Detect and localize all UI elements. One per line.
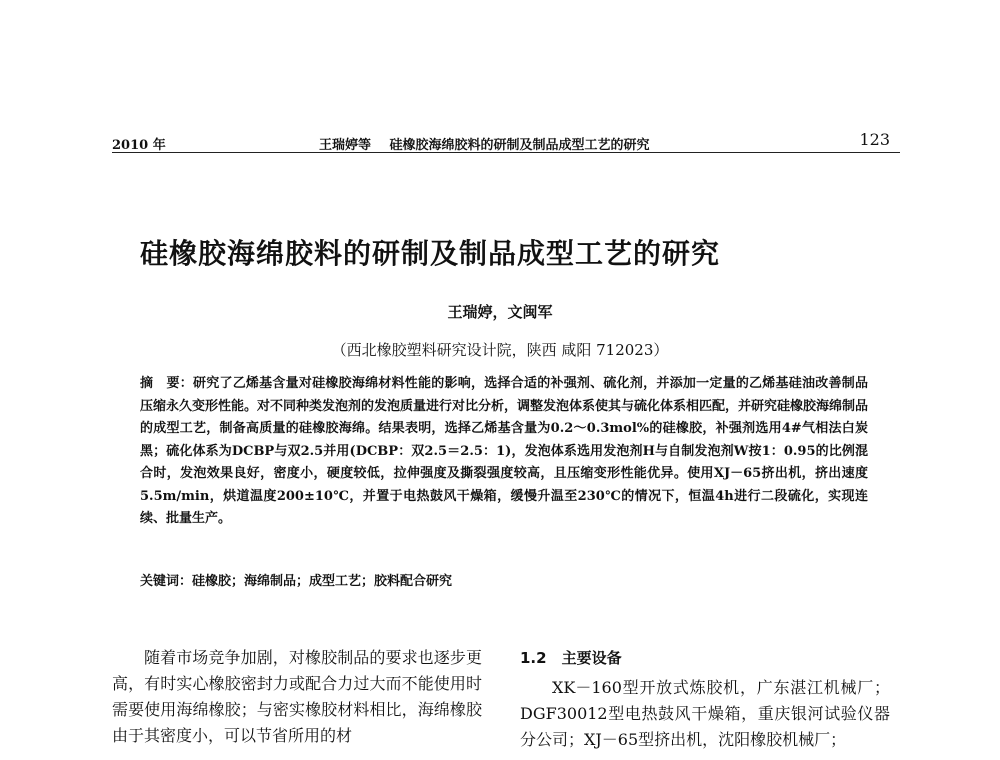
header-authors: 王瑞婷等 (319, 138, 372, 153)
abstract-label: 摘 要： (140, 376, 193, 391)
body-left-column: 随着市场竞争加剧，对橡胶制品的要求也逐步更高，有时实心橡胶密封力或配合力过大而不能使用时需要使用海绵橡胶；与密实橡胶材料相比，海绵橡胶由于其密度小，可以节省所用的材 (112, 648, 482, 745)
abstract-text: 研究了乙烯基含量对硅橡胶海绵材料性能的影响，选择合适的补强剂、硫化剂，并添加一定量的乙烯基硅油改善制品压缩永久变形性能。对不同种类发泡剂的发泡质量进行对比分析，调整发泡体系使其与硫化体系相匹配，并研究硅橡胶海绵制品的成型工艺，制备高质量的硅橡胶海绵。结果表明，选择乙烯基含量为0.2～0.3mol%的硅橡胶，补强剂选用4#气相法白炭黑；硫化体系为DCBP与双2.5并用(DCBP：双2.5＝2.5：1)，发泡体系选用发泡剂H与自制发泡剂W按1：0.95的比例混合时，发泡效果良好，密度小，硬度较低，拉伸强度及撕裂强度较高，且压缩变形性能优异。使用XJ－65挤出机，挤出速度5.5m/min，烘道温度200±10℃，并置于电热鼓风干燥箱，缓慢升温至230℃的情况下，恒温4h进行二段硫化，实现连续、批量生产。 (140, 376, 869, 526)
paper-title: 硅橡胶海绵胶料的研制及制品成型工艺的研究 (140, 237, 721, 270)
paper-affiliation: （西北橡胶塑料研究设计院，陕西 咸阳 712023） (331, 341, 669, 359)
abstract (140, 373, 868, 531)
keywords-text: 硅橡胶；海绵制品；成型工艺；胶料配合研究 (192, 574, 453, 589)
header-running-title (319, 134, 650, 153)
section-text: XK－160型开放式炼胶机，广东湛江机械厂；DGF30012型电热鼓风干燥箱，重庆银河试验仪器分公司；XJ－65型挤出机，沈阳橡胶机械厂； (520, 678, 890, 749)
header-year: 2010 年 (112, 138, 166, 153)
header-title: 硅橡胶海绵胶料的研制及制品成型工艺的研究 (389, 138, 650, 153)
keywords (140, 570, 868, 589)
running-header (112, 128, 900, 153)
keywords-label: 关键词： (140, 574, 193, 589)
paper-authors: 王瑞婷，文闽军 (447, 303, 553, 321)
page-number: 123 (859, 130, 890, 149)
body-right-column (520, 645, 890, 753)
section-heading: 1.2 主要设备 (520, 649, 622, 667)
